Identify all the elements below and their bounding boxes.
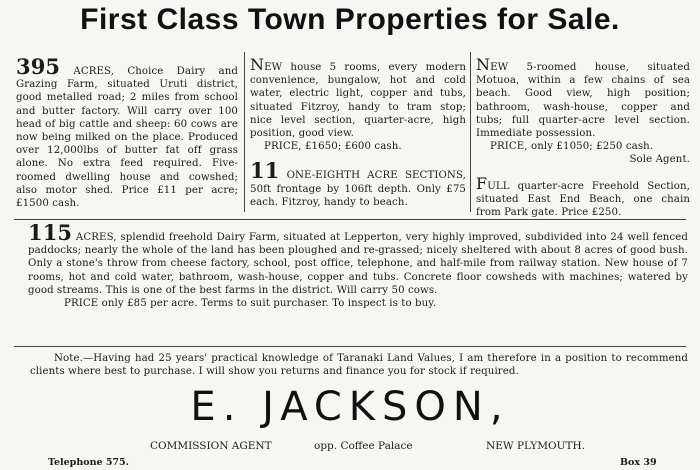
- note-text: Note.—Having had 25 years' practical knowledge of Taranaki Land Values, I am therefore in a position to recommend clients where best to purchase. I will show you returns and finance you for stock if required.: [30, 353, 688, 378]
- agent-note: [30, 352, 688, 378]
- listing-lepperton-farm: [28, 220, 688, 310]
- listing-text: EW 5-roomed house, situated Motuoa, within a few chains of sea beach. Good view, high position; bathroom, wash-house, copper and tubs; full quarter-acre level section. Immediate possession.: [476, 62, 690, 140]
- agent-box: Box 39: [620, 457, 657, 468]
- section-divider: [14, 346, 686, 347]
- column-divider: [470, 52, 471, 212]
- headline: First Class Town Properties for Sale.: [80, 3, 620, 36]
- agent-town: NEW PLYMOUTH.: [486, 440, 585, 452]
- listing-text: ACRES, Choice Dairy and Grazing Farm, situated Uruti district, good metalled road; 2 miles from school and butter factory. Will carry over 100 head of big cattle and sheep: 60 cows are now being milked on the place. Produced over 12,000lbs of butter fat off grass alone. No extra feed required. Five-roomed dwelling house and cowshed; also motor shed. Price £11 per acre; £1500 cash.: [16, 66, 238, 210]
- column-divider: [244, 52, 245, 212]
- listing-motuoa-house: [476, 55, 690, 219]
- drop-cap: N: [476, 55, 491, 74]
- listing-number: 115: [28, 220, 73, 245]
- sole-agent: Sole Agent.: [629, 154, 690, 166]
- listing-number: 395: [16, 54, 61, 79]
- agent-telephone: Telephone 575.: [48, 457, 129, 468]
- listing-number: 11: [250, 158, 280, 184]
- listing-price: PRICE, only £1050; £250 cash.: [490, 141, 654, 153]
- drop-cap: F: [476, 173, 488, 193]
- agent-name: E. JACKSON,: [190, 384, 510, 430]
- listing-text: ONE-EIGHTH ACRE SECTIONS, 50ft frontage by 106ft depth. Only £75 each. Fitzroy, handy to beach.: [250, 170, 466, 208]
- listing-price: PRICE only £85 per acre. Terms to suit purchaser. To inspect is to buy.: [64, 298, 437, 310]
- listing-text: ACRES, splendid freehold Dairy Farm, situated at Lepperton, very highly improved, subdivided into 24 well fenced paddocks; nearly the whole of the land has been ploughed and re-grassed; nicely sheltered with about 8 acres of good bush. Only a stone's throw from cheese factory, school, post office, telephone, and half-mile from railway station. New house of 7 rooms, hot and cold water, bathroom, wash-house, copper and tubs. Concrete floor cowsheds with machines; watered by good streams. This is one of the best farms in the district. Will carry 50 cows.: [28, 232, 688, 296]
- listing-uruti-farm: [16, 54, 238, 210]
- listing-text: ULL quarter-acre Freehold Section, situated East End Beach, one chain from Park gate. Price £250.: [476, 180, 690, 219]
- agent-title: COMMISSION AGENT: [150, 440, 272, 452]
- drop-cap: N: [250, 55, 265, 74]
- listing-text: EW house 5 rooms, every modern convenience, bungalow, hot and cold water, electric light, copper and tubs, situated Fitzroy, handy to tram stop; nice level section, quarter-acre, high position, good view.: [250, 62, 466, 140]
- agent-location: opp. Coffee Palace: [314, 440, 413, 452]
- listing-fitzroy-house: [250, 55, 466, 209]
- listing-price: PRICE, £1650; £600 cash.: [264, 141, 402, 153]
